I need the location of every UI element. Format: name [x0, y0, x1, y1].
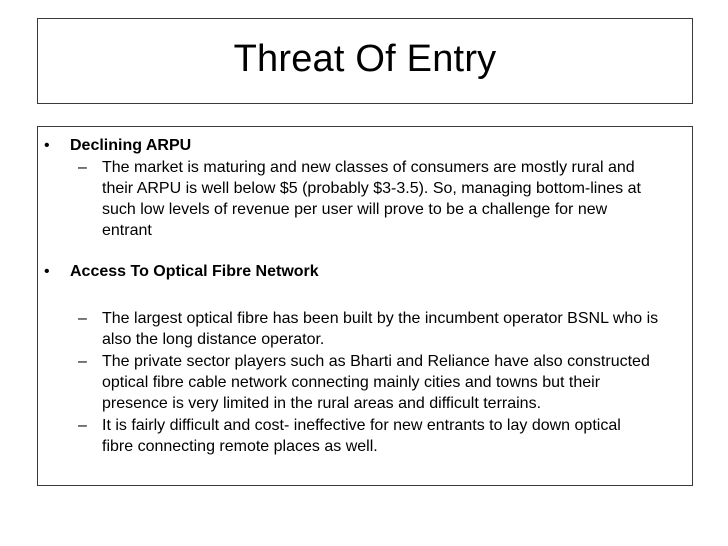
sub-bullet-line: entrant	[102, 222, 152, 239]
sub-bullet-line: The largest optical fibre has been built by the incumbent operator BSNL who is	[102, 310, 659, 327]
slide-title: Threat Of Entry	[233, 38, 497, 80]
sub-bullet-line: presence is very limited in the rural areas and difficult terrains.	[102, 395, 542, 412]
content-box	[37, 126, 693, 486]
sub-bullet-marker: –	[78, 310, 87, 327]
sub-bullet-line: The market is maturing and new classes of consumers are mostly rural and	[102, 159, 635, 176]
sub-bullet-line: their ARPU is well below $5 (probably $3-3.5). So, managing bottom-lines at	[102, 180, 641, 197]
sub-bullet-line: such low levels of revenue per user will prove to be a challenge for new	[102, 201, 608, 218]
sub-bullet-marker: –	[78, 417, 87, 434]
bullet-heading-declining-arpu: Declining ARPU	[70, 137, 192, 154]
sub-bullet-marker: –	[78, 353, 87, 370]
sub-bullet-line: The private sector players such as Bharti and Reliance have also constructed	[102, 353, 650, 370]
bullet-heading-optical-fibre: Access To Optical Fibre Network	[70, 263, 319, 280]
bullet-marker: •	[44, 263, 50, 280]
sub-bullet-line: fibre connecting remote places as well.	[102, 438, 378, 455]
bullet-marker: •	[44, 137, 50, 154]
sub-bullet-line: It is fairly difficult and cost- ineffective for new entrants to lay down optical	[102, 417, 621, 434]
title-box	[37, 18, 693, 104]
sub-bullet-line: also the long distance operator.	[102, 331, 325, 348]
sub-bullet-line: optical fibre cable network connecting mainly cities and towns but their	[102, 374, 601, 391]
sub-bullet-marker: –	[78, 159, 87, 176]
